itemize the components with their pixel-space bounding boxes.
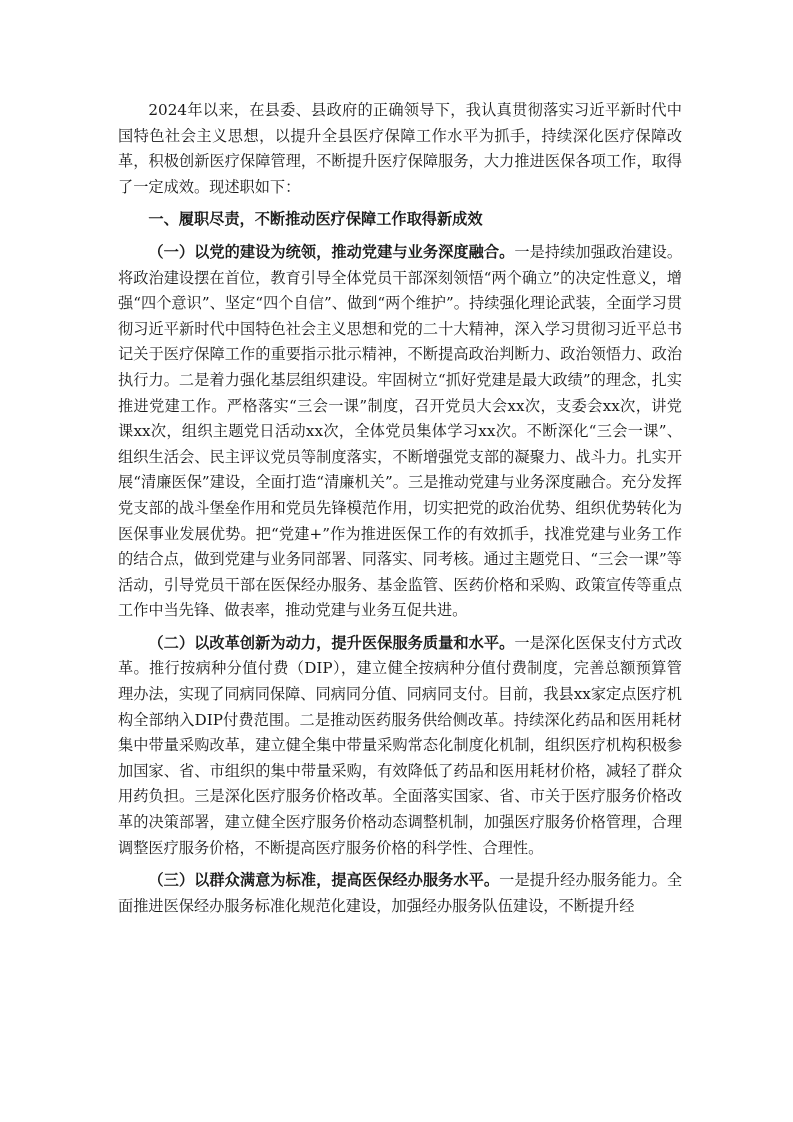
section-heading: 一、履职尽责，不断推动医疗保障工作取得新成效 (148, 210, 483, 229)
paragraph-party-building (118, 240, 682, 624)
document-page (118, 98, 682, 919)
paragraph-reform (118, 631, 682, 861)
subheading-party-building: （一）以党的建设为统领，推动党建与业务深度融合。 (148, 242, 515, 261)
subheading-reform: （二）以改革创新为动力，提升医保服务质量和水平。 (148, 633, 515, 652)
body-service: 一是提升经办服务能力。全面推进医保经办服务标准化规范化建设，加强经办服务队伍建设，不断提升经 (118, 871, 683, 915)
paragraph-service (118, 868, 682, 919)
intro-paragraph: 2024年以来，在县委、县政府的正确领导下，我认真贯彻落实习近平新时代中国特色社会主义思想，以提升全县医疗保障工作水平为抓手，持续深化医疗保障改革，积极创新医疗保障管理，不断提升医疗保障服务，大力推进医保各项工作，取得了一定成效。现述职如下： (118, 101, 682, 196)
body-party-building: 一是持续加强政治建设。将政治建设摆在首位，教育引导全体党员干部深刻领悟“两个确立”的决定性意义，增强“四个意识”、坚定“四个自信”、做到“两个维护”。持续强化理论武装，全面学习贯彻习近平新时代中国特色社会主义思想和党的二十大精神，深入学习贯彻习近平总书记关于医疗保障工作的重要指示批示精神，不断提高政治判断力、政治领悟力、政治执行力。二是着力强化基层组织建设。牢固树立“抓好党建是最大政绩”的理念，扎实推进党建工作。严格落实“三会一课”制度，召开党员大会xx次，支委会xx次，讲党课xx次，组织主题党日活动xx次，全体党员集体学习xx次。不断深化“三会一课”、组织生活会、民主评议党员等制度落实，不断增强党支部的凝聚力、战斗力。扎实开展“清廉医保”建设，全面打造“清廉机关”。三是推动党建与业务深度融合。充分发挥党支部的战斗堡垒作用和党员先锋模范作用，切实把党的政治优势、组织优势转化为医保事业发展优势。把“党建+”作为推进医保工作的有效抓手，找准党建与业务工作的结合点，做到党建与业务同部署、同落实、同考核。通过主题党日、“三会一课”等活动，引导党员干部在医保经办服务、基金监管、医药价格和采购、政策宣传等重点工作中当先锋、做表率，推动党建与业务互促共进。 (118, 242, 683, 620)
subheading-service: （三）以群众满意为标准，提高医保经办服务水平。 (148, 871, 500, 890)
body-reform: 一是深化医保支付方式改革。推行按病种分值付费（DIP），建立健全按病种分值付费制度，完善总额预算管理办法，实现了同病同保障、同病同分值、同病同支付。目前，我县xx家定点医疗机构全部纳入DIP付费范围。二是推动医药服务供给侧改革。持续深化药品和医用耗材集中带量采购改革，建立健全集中带量采购常态化制度化机制，组织医疗机构积极参加国家、省、市组织的集中带量采购，有效降低了药品和医用耗材价格，减轻了群众用药负担。三是深化医疗服务价格改革。全面落实国家、省、市关于医疗服务价格改革的决策部署，建立健全医疗服务价格动态调整机制，加强医疗服务价格管理，合理调整医疗服务价格，不断提高医疗服务价格的科学性、合理性。 (118, 633, 683, 857)
